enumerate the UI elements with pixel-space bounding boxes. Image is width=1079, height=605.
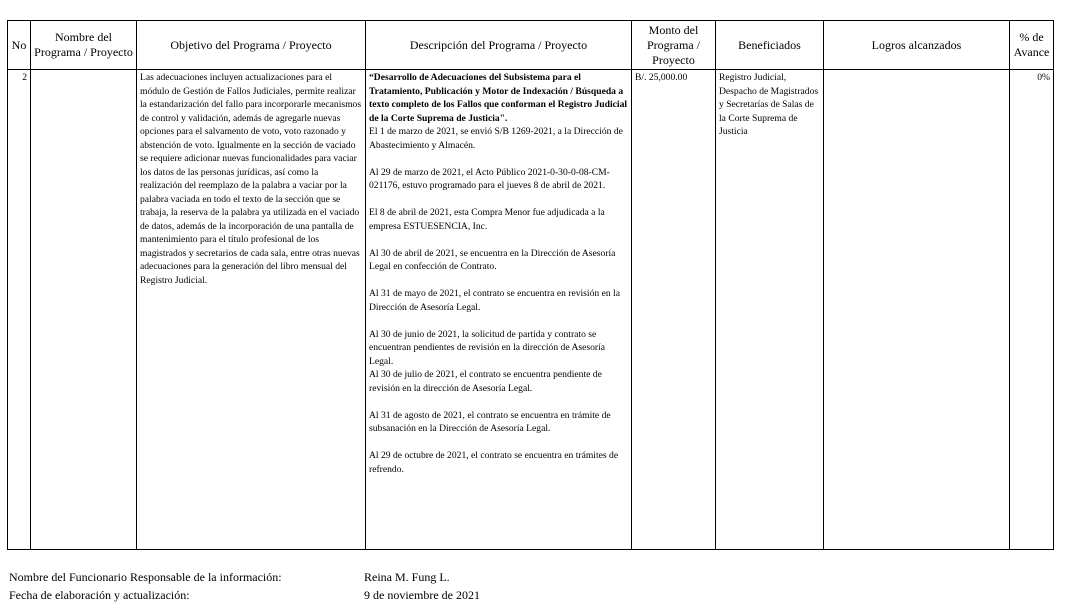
table-row (8, 70, 1054, 550)
cell-beneficiados: Registro Judicial, Despacho de Magistrados y Secretarías de Salas de la Corte Suprema de Justicia (716, 70, 824, 550)
descripcion-item: Al 30 de junio de 2021, la solicitud de partida y contrato se encuentran pendientes de revisión en la dirección de Asesoría Legal. (369, 328, 606, 367)
cell-no: 2 (8, 70, 31, 550)
descripcion-item: Al 31 de mayo de 2021, el contrato se encuentra en revisión en la Dirección de Asesoría Legal. (369, 288, 620, 313)
fecha-label: Fecha de elaboración y actualización: (9, 588, 190, 602)
header-no: No (8, 21, 31, 70)
descripcion-item: Al 31 de agosto de 2021, el contrato se encuentra en trámite de subsanación en la Dirección de Asesoría Legal. (369, 409, 611, 434)
descripcion-item: Al 30 de julio de 2021, el contrato se encuentra pendiente de revisión en la dirección de Asesoría Legal. (369, 369, 602, 394)
header-avance: % de Avance (1010, 21, 1054, 70)
responsable-value: Reina M. Fung L. (364, 570, 450, 584)
responsable-label: Nombre del Funcionario Responsable de la información: (9, 570, 282, 584)
header-logros: Logros alcanzados (824, 21, 1010, 70)
cell-monto: B/. 25,000.00 (632, 70, 716, 550)
header-objetivo: Objetivo del Programa / Proyecto (137, 21, 366, 70)
descripcion-item: Al 29 de marzo de 2021, el Acto Público 2021-0-30-0-08-CM-021176, estuvo programado para el jueves 8 de abril de 2021. (369, 166, 610, 191)
cell-avance: 0% (1010, 70, 1054, 550)
cell-objetivo: Las adecuaciones incluyen actualizaciones para el módulo de Gestión de Fallos Judiciales, permite realizar la estandarización del fallo para incorporarle mecanismos de control y validación, además de agregarle nuevas opciones para el salvamento de voto, voto razonado y abstención de voto. Igualmente en la sección de vaciado se requiere adicionar nuevas funcionalidades para vaciar los datos de las personas jurídicas, así como la realización del reemplazo de la palabra a vaciar por la palabra vaciada en todo el texto de la sección que se trabaja, la reserva de la palabra ya utilizada en el vaciado de datos, además de la incorporación de una pantalla de mantenimiento para el título profesional de los magistrados y secretarios de cada sala, entre otras nuevas adecuaciones para la generación del libro mensual del Registro Judicial. (137, 70, 366, 550)
cell-descripcion (366, 70, 632, 550)
header-row (8, 21, 1054, 70)
cell-nombre (31, 70, 137, 550)
descripcion-item: Al 30 de abril de 2021, se encuentra en la Dirección de Asesoría Legal en confección de Contrato. (369, 247, 616, 272)
header-beneficiados: Beneficiados (716, 21, 824, 70)
header-monto: Monto del Programa / Proyecto (632, 21, 716, 70)
header-descripcion: Descripción del Programa / Proyecto (366, 21, 632, 70)
descripcion-item: Al 29 de octubre de 2021, el contrato se encuentra en trámites de refrendo. (369, 450, 619, 475)
descripcion-item: El 8 de abril de 2021, esta Compra Menor fue adjudicada a la empresa ESTUESENCIA, Inc. (369, 207, 605, 232)
fecha-value: 9 de noviembre de 2021 (364, 588, 480, 602)
cell-logros (824, 70, 1010, 550)
report-table (7, 20, 1054, 550)
descripcion-item: El 1 de marzo de 2021, se envió S/B 1269-2021, a la Dirección de Abastecimiento y Almacén. (369, 126, 623, 151)
descripcion-title: “Desarrollo de Adecuaciones del Subsistema para el Tratamiento, Publicación y Motor de Indexación / Búsqueda a texto completo de los Fallos que conforman el Registro Judicial de la Corte Suprema de Justicia". (369, 72, 628, 124)
header-nombre: Nombre del Programa / Proyecto (31, 21, 137, 70)
